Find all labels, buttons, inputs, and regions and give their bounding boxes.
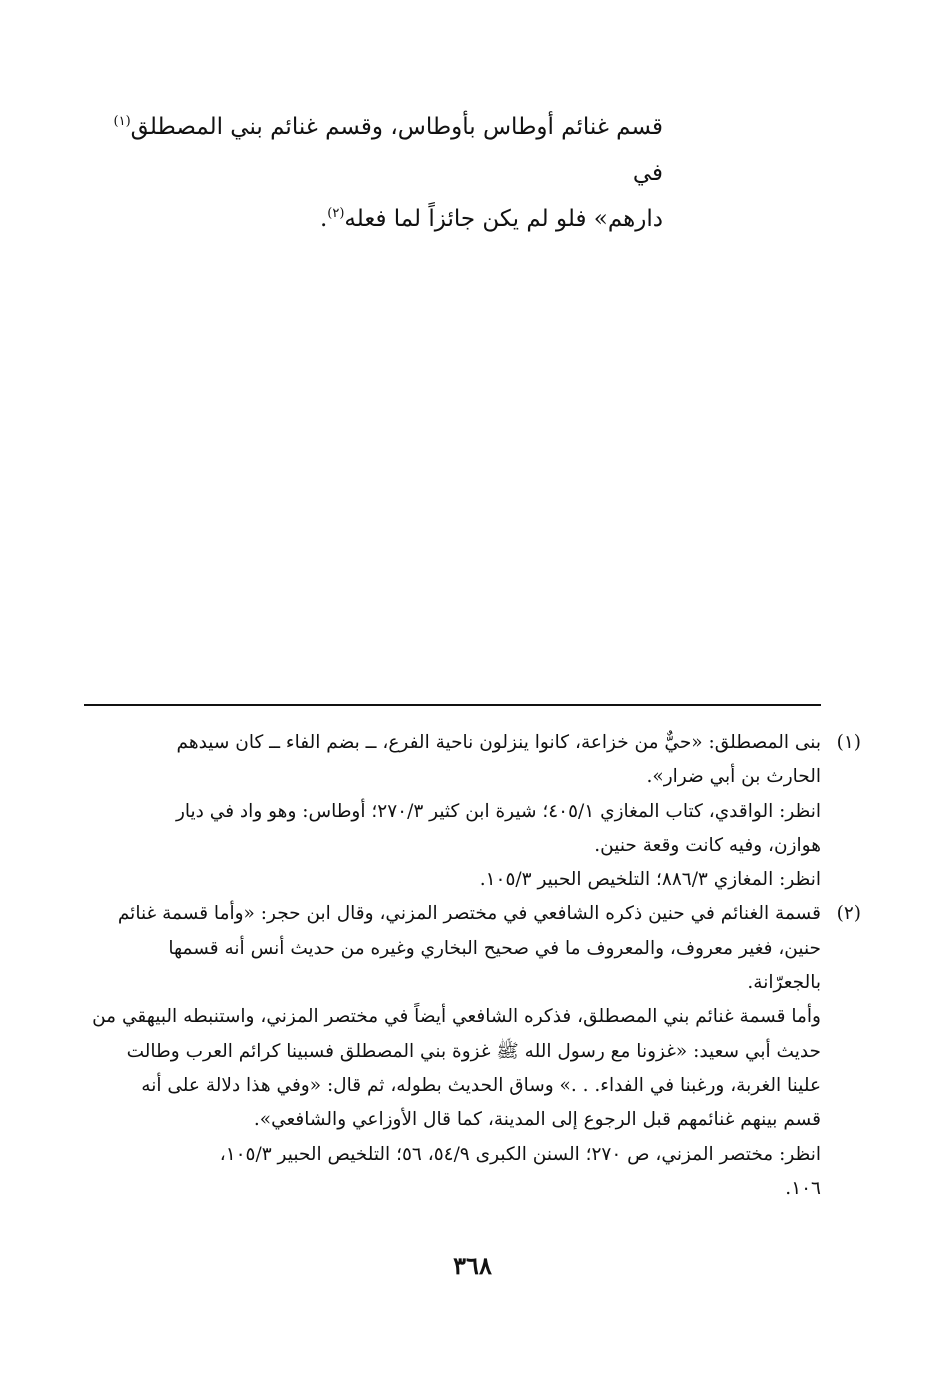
footnote-1 <box>84 726 861 897</box>
footnote-line: حديث أبي سعيد: «غزونا مع رسول الله ﷺ غزوة بني المصطلق فسبينا كرائم العرب وطالت <box>126 1040 821 1062</box>
footnote-separator <box>84 704 821 706</box>
main-text-segment: في <box>632 160 663 186</box>
footnote-line: الحارث بن أبي ضرار». <box>646 766 821 788</box>
footnote-2 <box>84 897 861 1206</box>
footnote-number: (١) <box>836 732 861 753</box>
main-paragraph-line <box>78 104 663 196</box>
footnote-line: علينا الغربة، ورغبنا في الفداء. . .» وساق الحديث بطوله، ثم قال: «وفي هذا دلالة على أنه <box>141 1074 821 1096</box>
footnote-line: بالجعرّانة. <box>747 972 821 994</box>
main-text-segment: قسم غنائم أوطاس بأوطاس، وقسم غنائم بني المصطلق <box>130 114 663 140</box>
footnote-reference: (١) <box>113 114 131 129</box>
footnote-line: انظر: المغازي ٨٨٦/٣؛ التلخيص الحبير ١٠٥/٣. <box>479 869 821 891</box>
footnote-line: وأما قسمة غنائم بني المصطلق، فذكره الشافعي أيضاً في مختصر المزني، واستنبطه البيهقي من <box>92 1006 821 1028</box>
footnote-line: انظر: مختصر المزني، ص ٢٧٠؛ السنن الكبرى ٥٤/٩، ٥٦؛ التلخيص الحبير ١٠٥/٣، <box>219 1143 821 1165</box>
footnote-line: حنين، فغير معروف، والمعروف ما في صحيح البخاري وغيره من حديث أنس أنه قسمها <box>168 937 821 959</box>
footnote-reference: (٢) <box>327 206 345 221</box>
footnote-line: قسمة الغنائم في حنين ذكره الشافعي في مختصر المزني، وقال ابن حجر: «وأما قسمة غنائم <box>117 903 821 925</box>
footnote-line: هوازن، وفيه كانت وقعة حنين. <box>594 834 821 856</box>
footnotes <box>84 726 861 1206</box>
main-paragraph-line <box>78 196 663 242</box>
footnote-line: بنى المصطلق: «حيٌّ من خزاعة، كانوا ينزلون ناحية الفرع، ــ بضم الفاء ــ كان سيدهم <box>176 732 821 753</box>
footnote-line: قسم بينهم غنائمهم قبل الرجوع إلى المدينة، كما قال الأوزاعي والشافعي». <box>253 1109 821 1131</box>
main-text-segment: . <box>319 206 328 232</box>
footnote-line: ١٠٦. <box>785 1177 821 1199</box>
footnote-number: (٢) <box>836 903 861 925</box>
main-text <box>78 104 663 242</box>
footnote-line: انظر: الواقدي، كتاب المغازي ٤٠٥/١؛ شيرة ابن كثير ٢٧٠/٣؛ أوطاس: وهو واد في ديار <box>175 800 821 822</box>
page-number: ٣٦٨ <box>453 1251 492 1280</box>
main-text-segment: دارهم» فلو لم يكن جائزاً لما فعله <box>344 206 663 232</box>
